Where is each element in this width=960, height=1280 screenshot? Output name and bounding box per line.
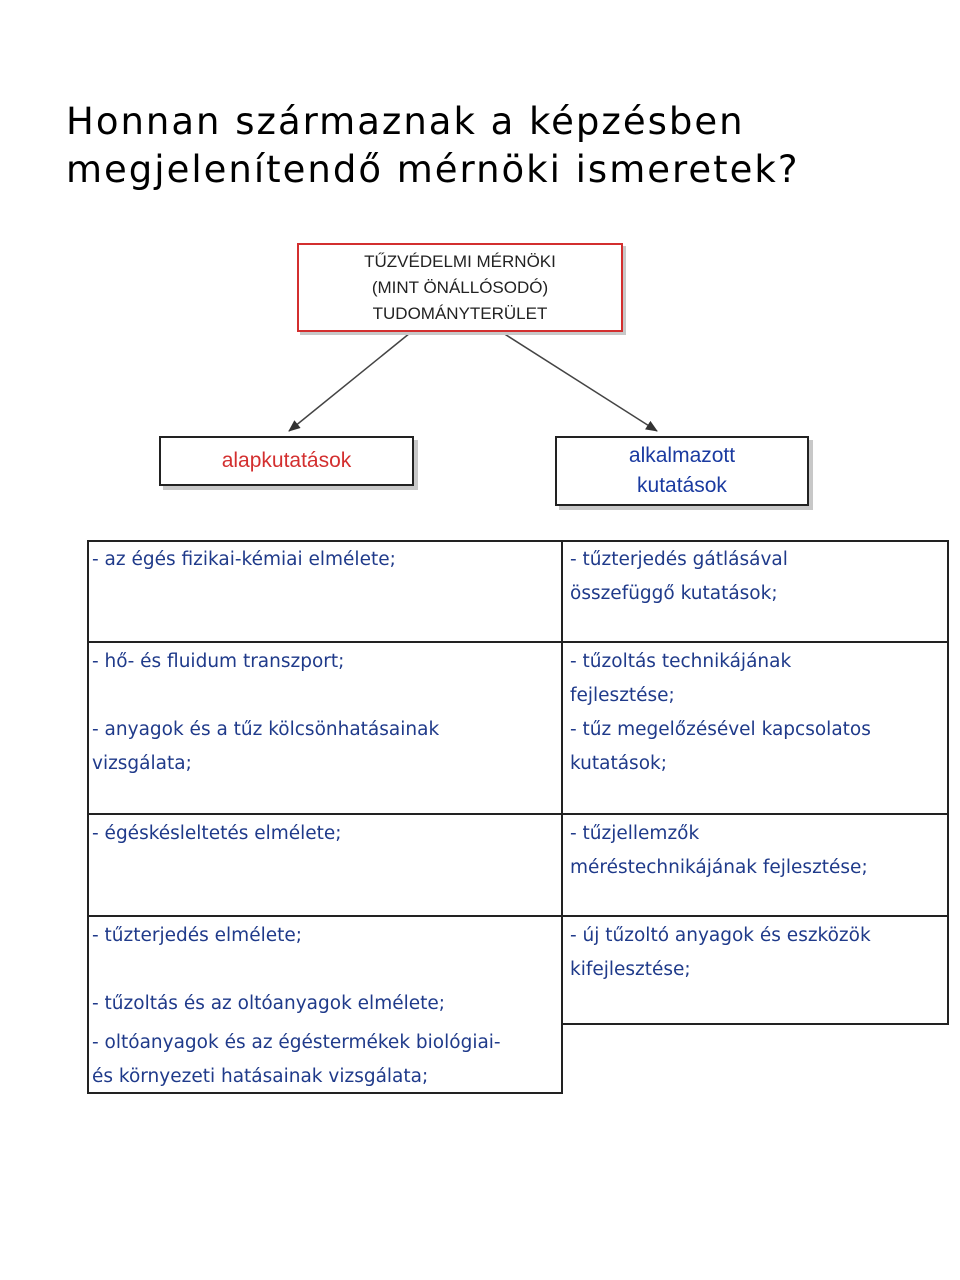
cell-line: - tűzterjedés elmélete; (92, 925, 302, 946)
cell-line: - hő- és fluidum transzport; (92, 651, 345, 672)
table-left-border (87, 540, 89, 1094)
table-top-line (87, 540, 949, 542)
cell-line: méréstechnikájának fejlesztése; (570, 857, 868, 878)
basic-cell-2 (92, 645, 439, 781)
table-row-line-3 (87, 915, 949, 917)
arrow-to-applied (503, 333, 657, 431)
cell-line: - tűz megelőzésével kapcsolatos (570, 719, 871, 740)
cell-line (92, 953, 445, 987)
basic-research-label: alapkutatások (221, 449, 352, 472)
basic-cell-5 (92, 1026, 501, 1094)
applied-research-label-2: kutatások (637, 474, 727, 497)
cell-line: - új tűzoltó anyagok és eszközök (570, 925, 871, 946)
root-line-3: TUDOMÁNYTERÜLET (372, 303, 548, 323)
root-line-1: TŰZVÉDELMI MÉRNÖKI (364, 251, 556, 271)
table-middle-border (561, 540, 563, 1094)
basic-cell-1 (92, 543, 396, 577)
table-row-line-2 (87, 813, 949, 815)
applied-research-box (555, 436, 809, 506)
root-line-2: (MINT ÖNÁLLÓSODÓ) (371, 277, 549, 297)
cell-line (92, 679, 439, 713)
cell-line: - tűzoltás és az oltóanyagok elmélete; (92, 993, 445, 1014)
basic-cell-4 (92, 919, 445, 1021)
table-right-border (947, 540, 949, 1025)
applied-research-label-1: alkalmazott (628, 444, 736, 467)
arrow-to-basic (289, 333, 410, 431)
cell-line: - tűzterjedés gátlásával (570, 549, 788, 570)
root-topic-box (297, 243, 623, 332)
table-row-line-1 (87, 641, 949, 643)
applied-cell-4 (570, 919, 871, 987)
cell-line: fejlesztése; (570, 685, 675, 706)
basic-research-box (159, 436, 414, 486)
cell-line: - anyagok és a tűz kölcsönhatásainak (92, 719, 440, 740)
applied-cell-3 (570, 817, 868, 885)
cell-line: - oltóanyagok és az égéstermékek biológiai- (92, 1032, 501, 1053)
table-row-line-right (561, 1023, 949, 1025)
cell-line: vizsgálata; (92, 753, 192, 774)
cell-line: kifejlesztése; (570, 959, 691, 980)
cell-line: - tűzoltás technikájának (570, 651, 792, 672)
basic-cell-3 (92, 817, 342, 851)
cell-line: összefüggő kutatások; (570, 583, 778, 604)
title-line-2: megjelenítendő mérnöki ismeretek? (66, 148, 800, 191)
cell-line: és környezeti hatásainak vizsgálata; (92, 1066, 429, 1087)
cell-line: - tűzjellemzők (570, 823, 700, 844)
cell-line: - az égés fizikai-kémiai elmélete; (92, 549, 396, 570)
cell-line: kutatások; (570, 753, 667, 774)
title-line-1: Honnan származnak a képzésben (66, 100, 745, 143)
applied-cell-1 (570, 543, 788, 611)
applied-cell-2 (570, 645, 871, 781)
cell-line: - égéskésleltetés elmélete; (92, 823, 342, 844)
